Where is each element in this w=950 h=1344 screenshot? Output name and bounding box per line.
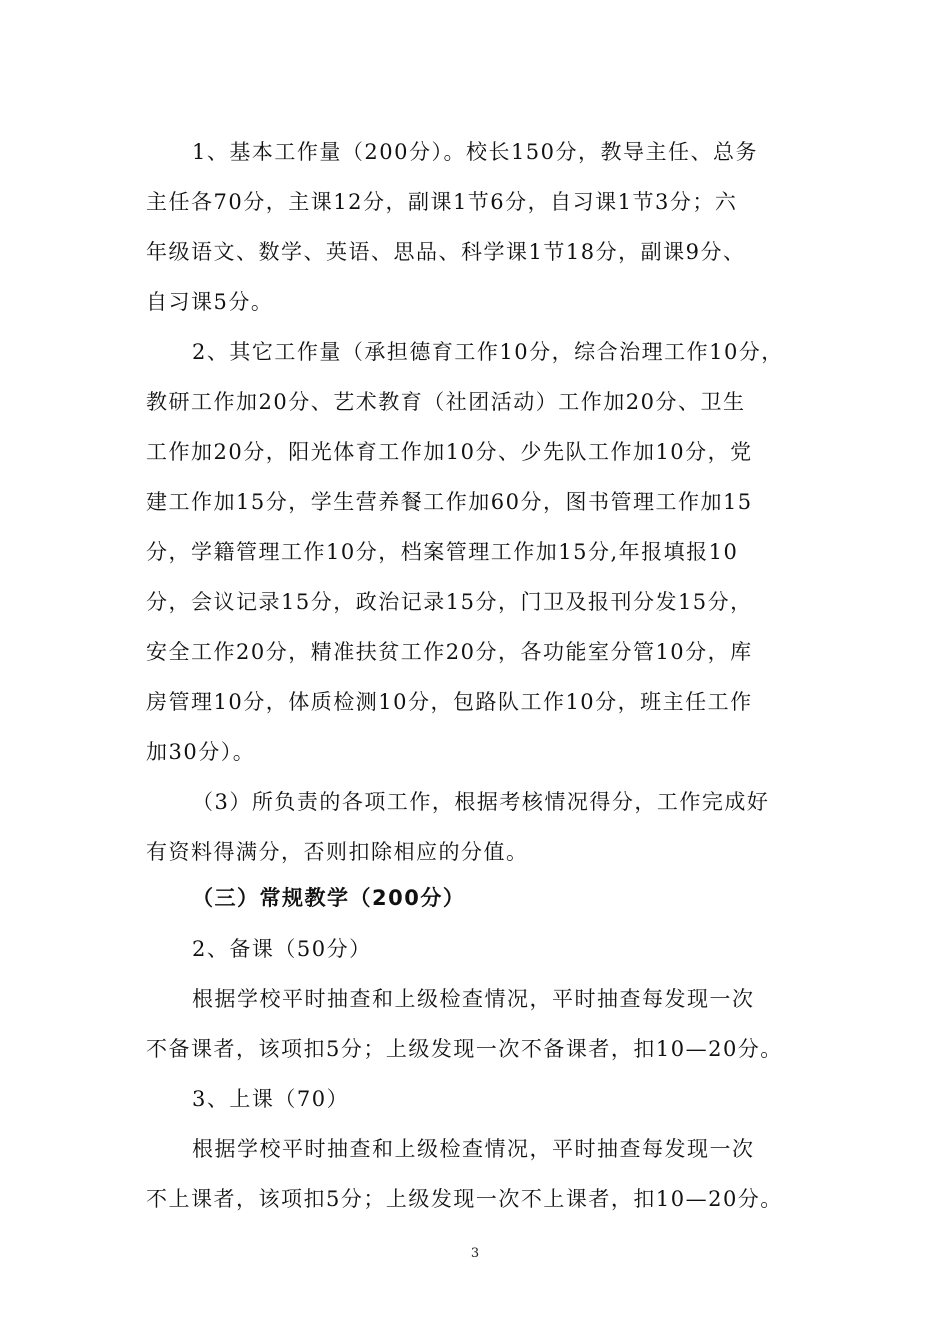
text-line: 不上课者，该项扣5分；上级发现一次不上课者，扣10—20分。 — [146, 1187, 783, 1211]
text-line: 有资料得满分，否则扣除相应的分值。 — [146, 840, 529, 864]
text-line: 根据学校平时抽查和上级检查情况，平时抽查每发现一次 — [192, 987, 755, 1011]
text-line: 根据学校平时抽查和上级检查情况，平时抽查每发现一次 — [192, 1137, 755, 1161]
section-heading: （三）常规教学（200分） — [192, 886, 466, 910]
text-line: 1、基本工作量（200分）。校长150分，教导主任、总务 — [192, 140, 759, 164]
text-line: 不备课者，该项扣5分；上级发现一次不备课者，扣10—20分。 — [146, 1037, 783, 1061]
subheading: 3、上课（70） — [192, 1087, 350, 1111]
text-line: 自习课5分。 — [146, 290, 274, 314]
text-line: 建工作加15分，学生营养餐工作加60分，图书管理工作加15 — [146, 490, 753, 514]
text-line: 加30分）。 — [146, 740, 256, 764]
text-line: 主任各70分，主课12分，副课1节6分，自习课1节3分；六 — [146, 190, 738, 214]
text-line: 安全工作20分，精准扶贫工作20分，各功能室分管10分，库 — [146, 640, 753, 664]
text-line: 教研工作加20分、艺术教育（社团活动）工作加20分、卫生 — [146, 390, 746, 414]
text-line: 2、其它工作量（承担德育工作10分，综合治理工作10分， — [192, 340, 784, 364]
page-number: 3 — [470, 1246, 480, 1261]
subheading: 2、备课（50分） — [192, 937, 372, 961]
text-line: 房管理10分，体质检测10分，包路队工作10分，班主任工作 — [146, 690, 753, 714]
text-line: 分，会议记录15分，政治记录15分，门卫及报刊分发15分， — [146, 590, 753, 614]
text-line: 工作加20分，阳光体育工作加10分、少先队工作加10分，党 — [146, 440, 753, 464]
text-line: （3）所负责的各项工作，根据考核情况得分，工作完成好 — [192, 790, 770, 814]
text-line: 年级语文、数学、英语、思品、科学课1节18分，副课9分、 — [146, 240, 746, 264]
text-line: 分，学籍管理工作10分，档案管理工作加15分,年报填报10 — [146, 540, 739, 564]
